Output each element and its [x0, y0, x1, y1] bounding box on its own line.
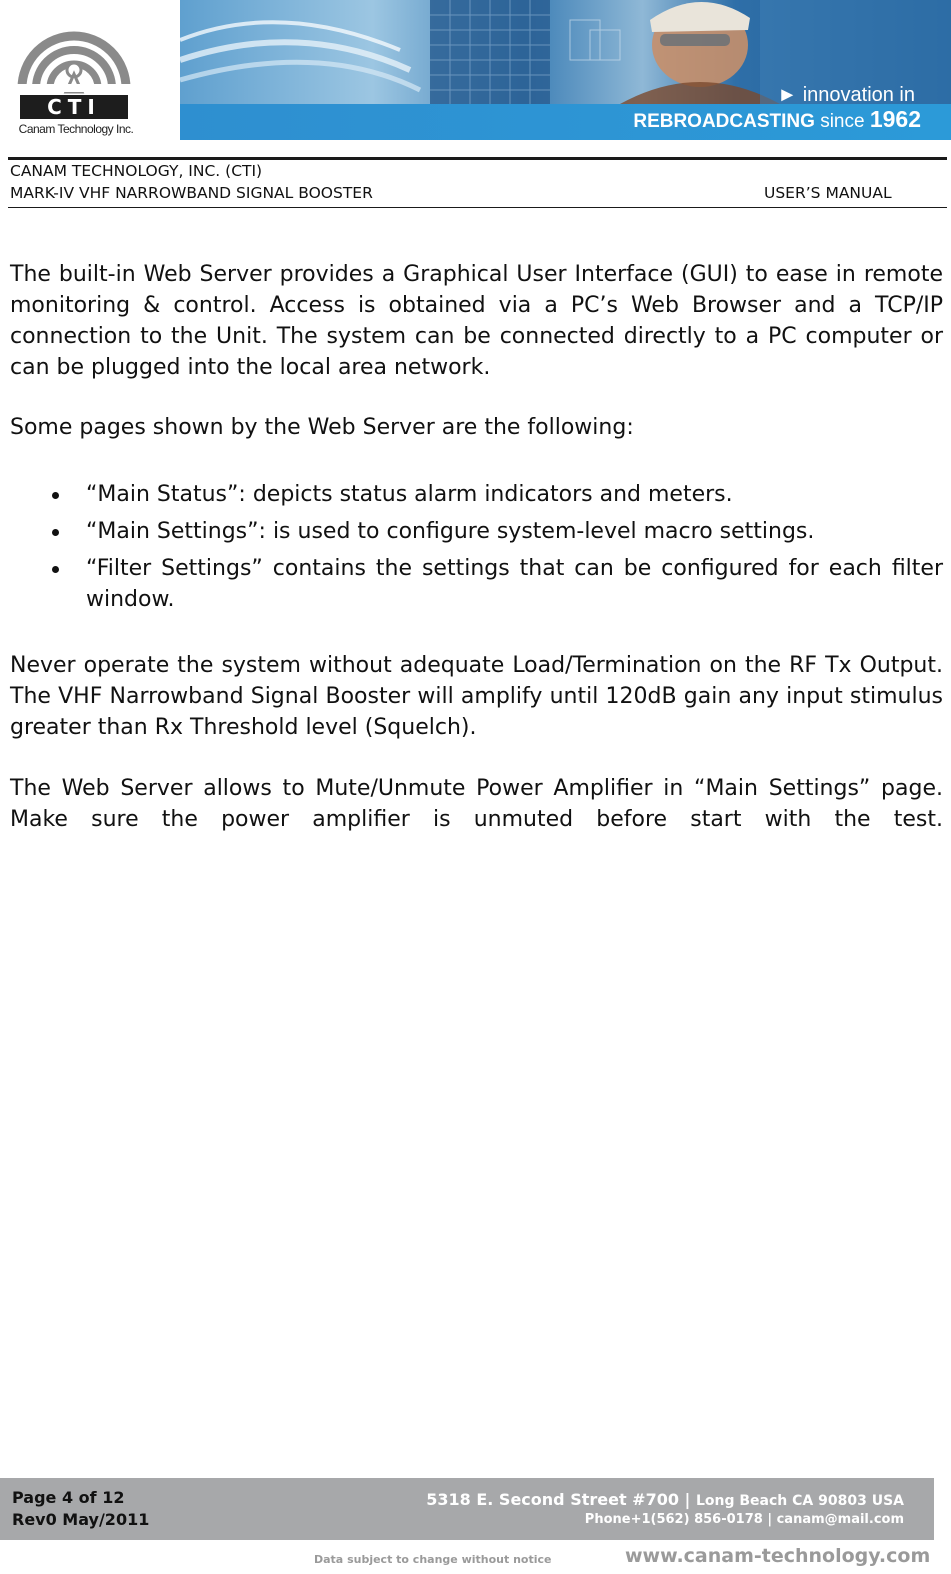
header-rule-top	[8, 157, 947, 160]
bullet-icon	[52, 529, 59, 536]
footer-contact: Phone+1(562) 856-0178 | canam@mail.com	[584, 1512, 904, 1527]
footer-website-link[interactable]: www.canam-technology.com	[625, 1545, 931, 1567]
tagline-line1: ► innovation in	[777, 84, 915, 106]
footer-phone: Phone+1(562) 856-0178	[584, 1512, 763, 1527]
paragraph-web-server-intro: The built-in Web Server provides a Graphical User Interface (GUI) to ease in remote monitoring & control. Access is obtained via a PC’s Web Browser and a TCP/IP connection to the Unit. The system can be connected directly to a PC computer or can be plugged into the local area network.	[10, 262, 943, 380]
tagline-since: since	[820, 111, 865, 132]
footer-email[interactable]: canam@mail.com	[776, 1512, 904, 1527]
bullet-icon	[52, 492, 59, 499]
header-product: MARK-IV VHF NARROWBAND SIGNAL BOOSTER	[10, 184, 373, 202]
company-logo	[0, 0, 180, 150]
paragraph-pages-intro: Some pages shown by the Web Server are the following:	[10, 415, 634, 440]
logo-subtitle: Canam Technology Inc.	[18, 122, 134, 136]
header-rule-bottom	[8, 207, 947, 208]
paragraph-warning: Never operate the system without adequate Load/Termination on the RF Tx Output. The VHF Narrowband Signal Booster will amplify until 120dB gain any input stimulus greater than Rx Threshold level (Squelch).	[10, 653, 943, 740]
tagline-year: 1962	[869, 106, 921, 132]
tagline-line2	[633, 106, 921, 133]
footer-page-number: Page 4 of 12	[12, 1488, 125, 1507]
paragraph-mute-unmute: The Web Server allows to Mute/Unmute Power Amplifier in “Main Settings” page. Make sure the power amplifier is unmuted before start with the test.	[10, 776, 943, 832]
bullet-icon	[52, 566, 59, 573]
footer-city: Long Beach CA 90803 USA	[695, 1493, 904, 1509]
tagline-rebroadcasting: REBROADCASTING	[633, 111, 815, 132]
header-company: CANAM TECHNOLOGY, INC. (CTI)	[10, 162, 263, 180]
footer-bar	[0, 1478, 934, 1540]
footer-address	[426, 1490, 904, 1509]
pages-bullet-list	[10, 479, 943, 621]
logo-wordmark: CTI	[20, 95, 128, 119]
bullet-text: “Main Status”: depicts status alarm indicators and meters.	[86, 482, 733, 507]
list-item	[10, 479, 943, 510]
bullet-text: “Filter Settings” contains the settings that can be configured for each filter window.	[86, 556, 943, 612]
header-doc-type: USER’S MANUAL	[764, 184, 892, 202]
footer-revision: Rev0 May/2011	[12, 1510, 150, 1529]
header-banner	[0, 0, 951, 150]
footer-disclaimer: Data subject to change without notice	[314, 1553, 552, 1566]
bullet-text: “Main Settings”: is used to configure system-level macro settings.	[86, 519, 815, 544]
list-item	[10, 516, 943, 547]
footer-street: 5318 E. Second Street #700 |	[426, 1490, 691, 1509]
list-item	[10, 553, 943, 615]
